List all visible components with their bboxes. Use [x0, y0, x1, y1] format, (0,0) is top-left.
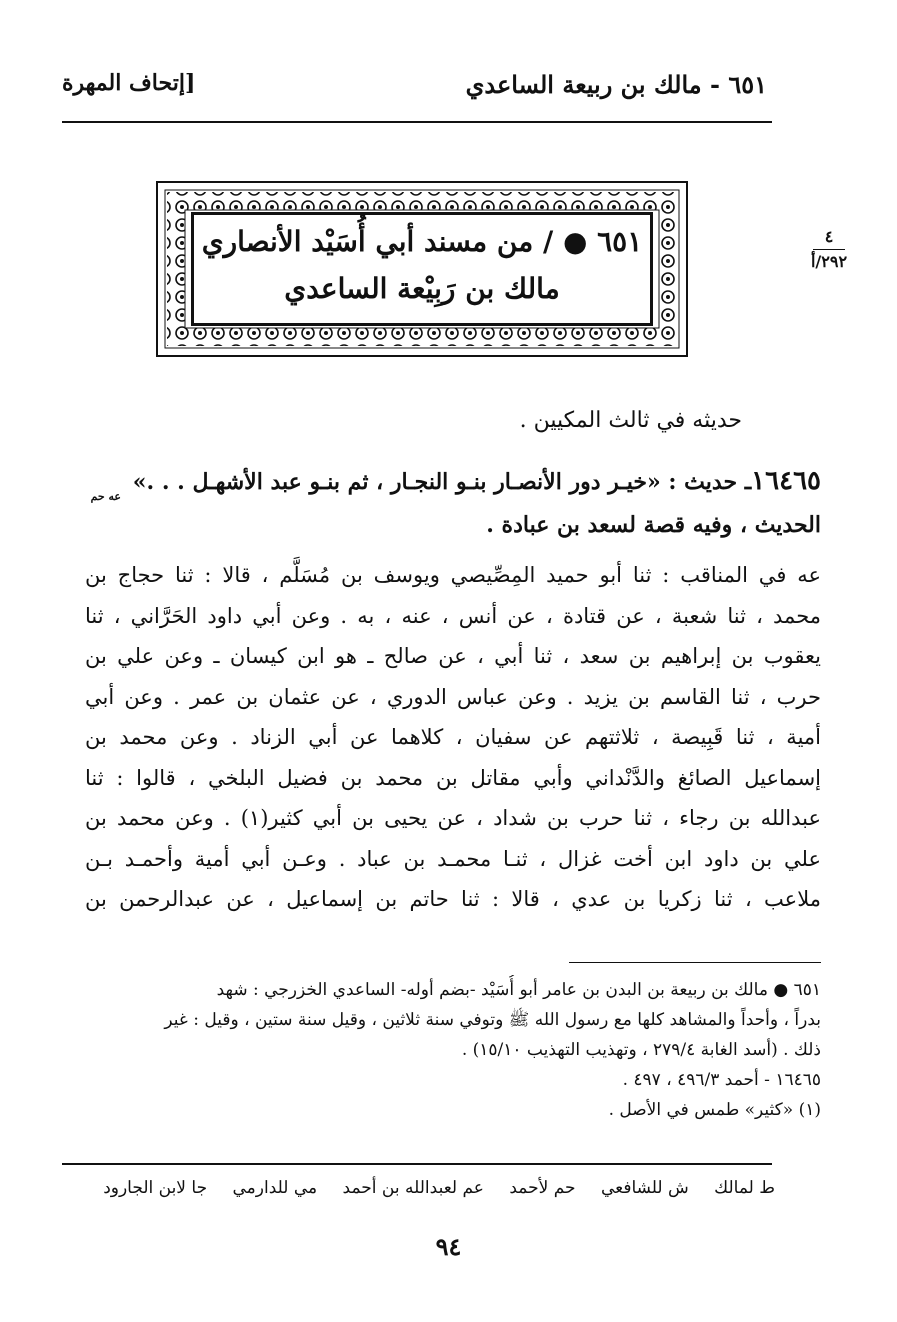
- footnote-line: ٦٥١ ● مالك بن ربيعة بن البدن بن عامر أبو أُسَيْد -بضم أوله- الساعدي الخزرجي : شهد: [216, 980, 821, 1000]
- running-header-title: ٦٥١ - مالك بن ربيعة الساعدي: [465, 70, 767, 99]
- margin-ref-bar: [813, 249, 845, 250]
- body-line: عه في المناقب : ثنا أبو حميد المِصِّيصي ويوسف بن مُسَلَّم ، قالا : ثنا حجاج بن: [85, 563, 821, 587]
- footnote-line: ١٦٤٦٥ - أحمد ٤٩٦/٣ ، ٤٩٧ .: [622, 1070, 821, 1090]
- footnote-divider: [569, 962, 821, 963]
- body-line: يعقوب بن إبراهيم بن سعد ، ثنا أبي ، عن صالح ـ هو ابن كيسان ـ وعن علي بن: [85, 644, 821, 668]
- body-line: علي بن داود ابن أخت غزال ، ثنـا محمـد بن عباد . وعـن أبي أمية وأحمـد بـن: [85, 846, 821, 871]
- hadith-number: ١٦٤٦٥: [751, 466, 821, 496]
- intro-note: حديثه في ثالث المكيين .: [519, 408, 742, 433]
- legend-item: ط لمالك: [714, 1178, 775, 1198]
- footnote-line: (١) «كثير» طمس في الأصل .: [608, 1100, 821, 1120]
- margin-ref-top: ٤: [824, 227, 834, 246]
- legend-item: جا لابن الجارود: [103, 1178, 208, 1198]
- musnad-title: ٦٥١ ● / من مسند أبي أُسَيْد الأنصاري: [201, 225, 643, 258]
- legend-divider: [62, 1163, 772, 1165]
- title-box: [191, 212, 653, 326]
- body-line: ملاعب ، ثنا زكريا بن عدي ، قالا : ثنا حاتم بن إسماعيل ، عن عبدالرحمن بن: [85, 887, 821, 911]
- body-line: محمد ، ثنا شعبة ، عن قتادة ، عن أنس ، عنه ، به . وعن أبي داود الحَرَّاني ، ثنا: [85, 603, 821, 628]
- page-number: ٩٤: [435, 1232, 462, 1261]
- footnote-line: بدراً ، وأحداً والمشاهد كلها مع رسول الله ﷺ وتوفي سنة ثلاثين ، وقيل سنة ستين ، وقيل : غير: [164, 1010, 821, 1030]
- hadith-sigla: عه حم: [90, 490, 121, 503]
- running-header-book: [إتحاف المهرة: [62, 70, 196, 96]
- body-line: عبدالله بن رجاء ، ثنا حرب بن شداد ، عن يحيى بن أبي كثير(١) . وعن محمد بن: [85, 806, 821, 830]
- hadith-text: ـ حديث : «خيـر دور الأنصـار بنـو النجـار ، ثم بنـو عبد الأشهـل . . .»: [132, 469, 752, 495]
- hadith-text-continuation: الحديث ، وفيه قصة لسعد بن عبادة .: [486, 512, 821, 538]
- legend-item: عم لعبدالله بن أحمد: [342, 1178, 484, 1198]
- ornamental-title-frame: [155, 180, 689, 358]
- body-line: إسماعيل الصائغ والدَّنْداني وأبي مقاتل بن محمد بن فضيل البلخي ، قالوا : ثنا: [85, 765, 821, 790]
- legend-item: ش للشافعي: [600, 1178, 689, 1198]
- companion-name: مالك بن رَبِيْعة الساعدي: [284, 272, 560, 305]
- legend-item: مي للدارمي: [232, 1178, 318, 1198]
- header-divider: [62, 121, 772, 123]
- hadith-heading: [85, 460, 821, 503]
- sigla-legend: [83, 1178, 775, 1198]
- body-line: حرب ، ثنا القاسم بن يزيد . وعن عباس الدوري ، عن عثمان بن عمر . وعن أبي: [85, 684, 821, 709]
- footnote-line: ذلك . (أسد الغابة ٢٧٩/٤ ، وتهذيب التهذيب ١٥/١٠) .: [461, 1040, 821, 1060]
- footnotes: [85, 975, 821, 1125]
- isnad-body: [85, 555, 821, 920]
- legend-item: حم لأحمد: [509, 1178, 576, 1198]
- body-line: أمية ، ثنا قَبِيصة ، ثلاثتهم عن سفيان ، كلاهما عن أبي الزناد . وعن محمد بن: [85, 725, 821, 749]
- margin-manuscript-reference: [807, 226, 851, 273]
- margin-ref-bottom: ٢٩٢/أ: [810, 252, 848, 271]
